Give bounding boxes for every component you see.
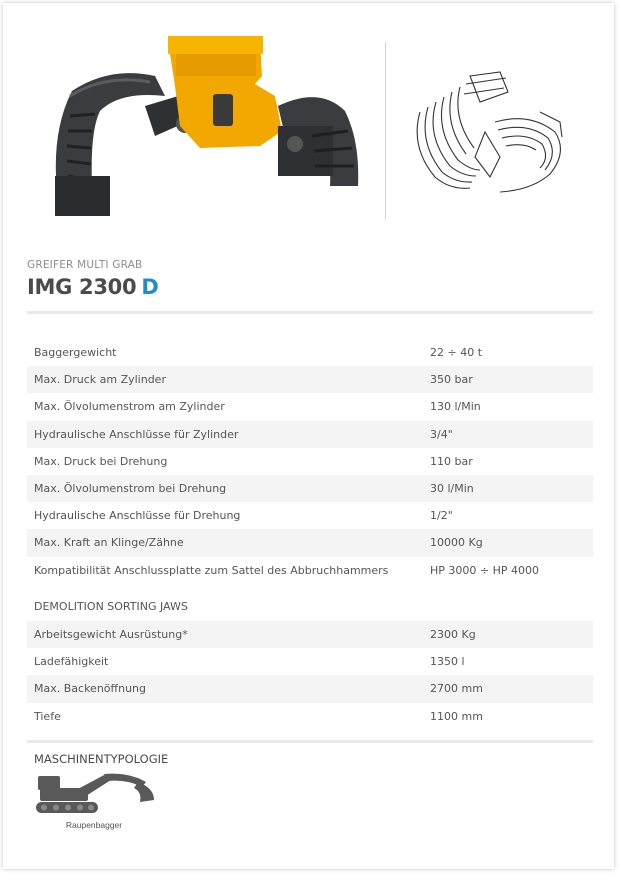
- product-model-suffix: D: [141, 275, 159, 299]
- table-row: [27, 529, 593, 556]
- spec-label: Max. Druck bei Drehung: [34, 454, 168, 468]
- spec-label: Max. Ölvolumenstrom am Zylinder: [34, 400, 225, 414]
- sorting-grab-line-drawing: [400, 62, 575, 207]
- table-row: [27, 448, 593, 475]
- spec-label: Max. Ölvolumenstrom bei Drehung: [27, 475, 422, 502]
- specs-table: [27, 339, 593, 584]
- table-row: [27, 393, 593, 420]
- table-row: [27, 502, 593, 529]
- typology-title: MASCHINENTYPOLOGIE: [34, 752, 169, 766]
- section-heading: DEMOLITION SORTING JAWS: [34, 600, 188, 613]
- spec-label: Baggergewicht: [34, 346, 117, 360]
- spec-label: Tiefe: [34, 709, 61, 723]
- spec-value: 1350 l: [430, 655, 465, 669]
- table-row: [27, 621, 593, 648]
- spec-label: Hydraulische Anschlüsse für Drehung: [34, 509, 241, 523]
- typology-label: Raupenbagger: [65, 820, 123, 830]
- table-row: [27, 475, 593, 502]
- spec-value: 1/2": [430, 509, 453, 523]
- table-row: [27, 557, 593, 584]
- table-row: [27, 366, 593, 393]
- table-row: [27, 703, 593, 730]
- spec-value: 1100 mm: [430, 709, 483, 723]
- sorting-grab-photo: [50, 36, 365, 231]
- product-category: GREIFER MULTI GRAB: [27, 259, 143, 271]
- spec-value: HP 3000 ÷ HP 4000: [430, 563, 540, 577]
- spec-label: Max. Backenöffnung: [27, 675, 422, 702]
- table-row: [27, 648, 593, 675]
- title-divider: [27, 311, 593, 314]
- product-title: [27, 275, 158, 299]
- spec-label: Ladefähigkeit: [34, 655, 109, 669]
- spec-label: Max. Kraft an Klinge/Zähne: [27, 529, 422, 556]
- spec-label: Max. Druck am Zylinder: [27, 366, 422, 393]
- table-row: [27, 675, 593, 702]
- spec-value: 30 l/Min: [422, 475, 593, 502]
- spec-label: Arbeitsgewicht Ausrüstung*: [27, 621, 422, 648]
- image-divider: [385, 42, 386, 220]
- table-row: [27, 421, 593, 448]
- spec-value: 2300 Kg: [422, 621, 593, 648]
- spec-value: 350 bar: [422, 366, 593, 393]
- section-divider: [27, 740, 593, 743]
- product-model: IMG 2300: [27, 275, 137, 299]
- spec-value: 110 bar: [430, 454, 473, 468]
- spec-value: 10000 Kg: [422, 529, 593, 556]
- spec-value: 3/4": [422, 421, 593, 448]
- sorting-jaws-table: [27, 621, 593, 730]
- spec-label: Hydraulische Anschlüsse für Zylinder: [27, 421, 422, 448]
- spec-value: 22 ÷ 40 t: [430, 346, 483, 360]
- crawler-excavator-icon: [34, 770, 156, 815]
- spec-value: 130 l/Min: [430, 400, 481, 414]
- spec-label: Kompatibilität Anschlussplatte zum Sattel des Abbruchhammers: [34, 563, 389, 577]
- table-row: [27, 339, 593, 366]
- spec-value: 2700 mm: [422, 675, 593, 702]
